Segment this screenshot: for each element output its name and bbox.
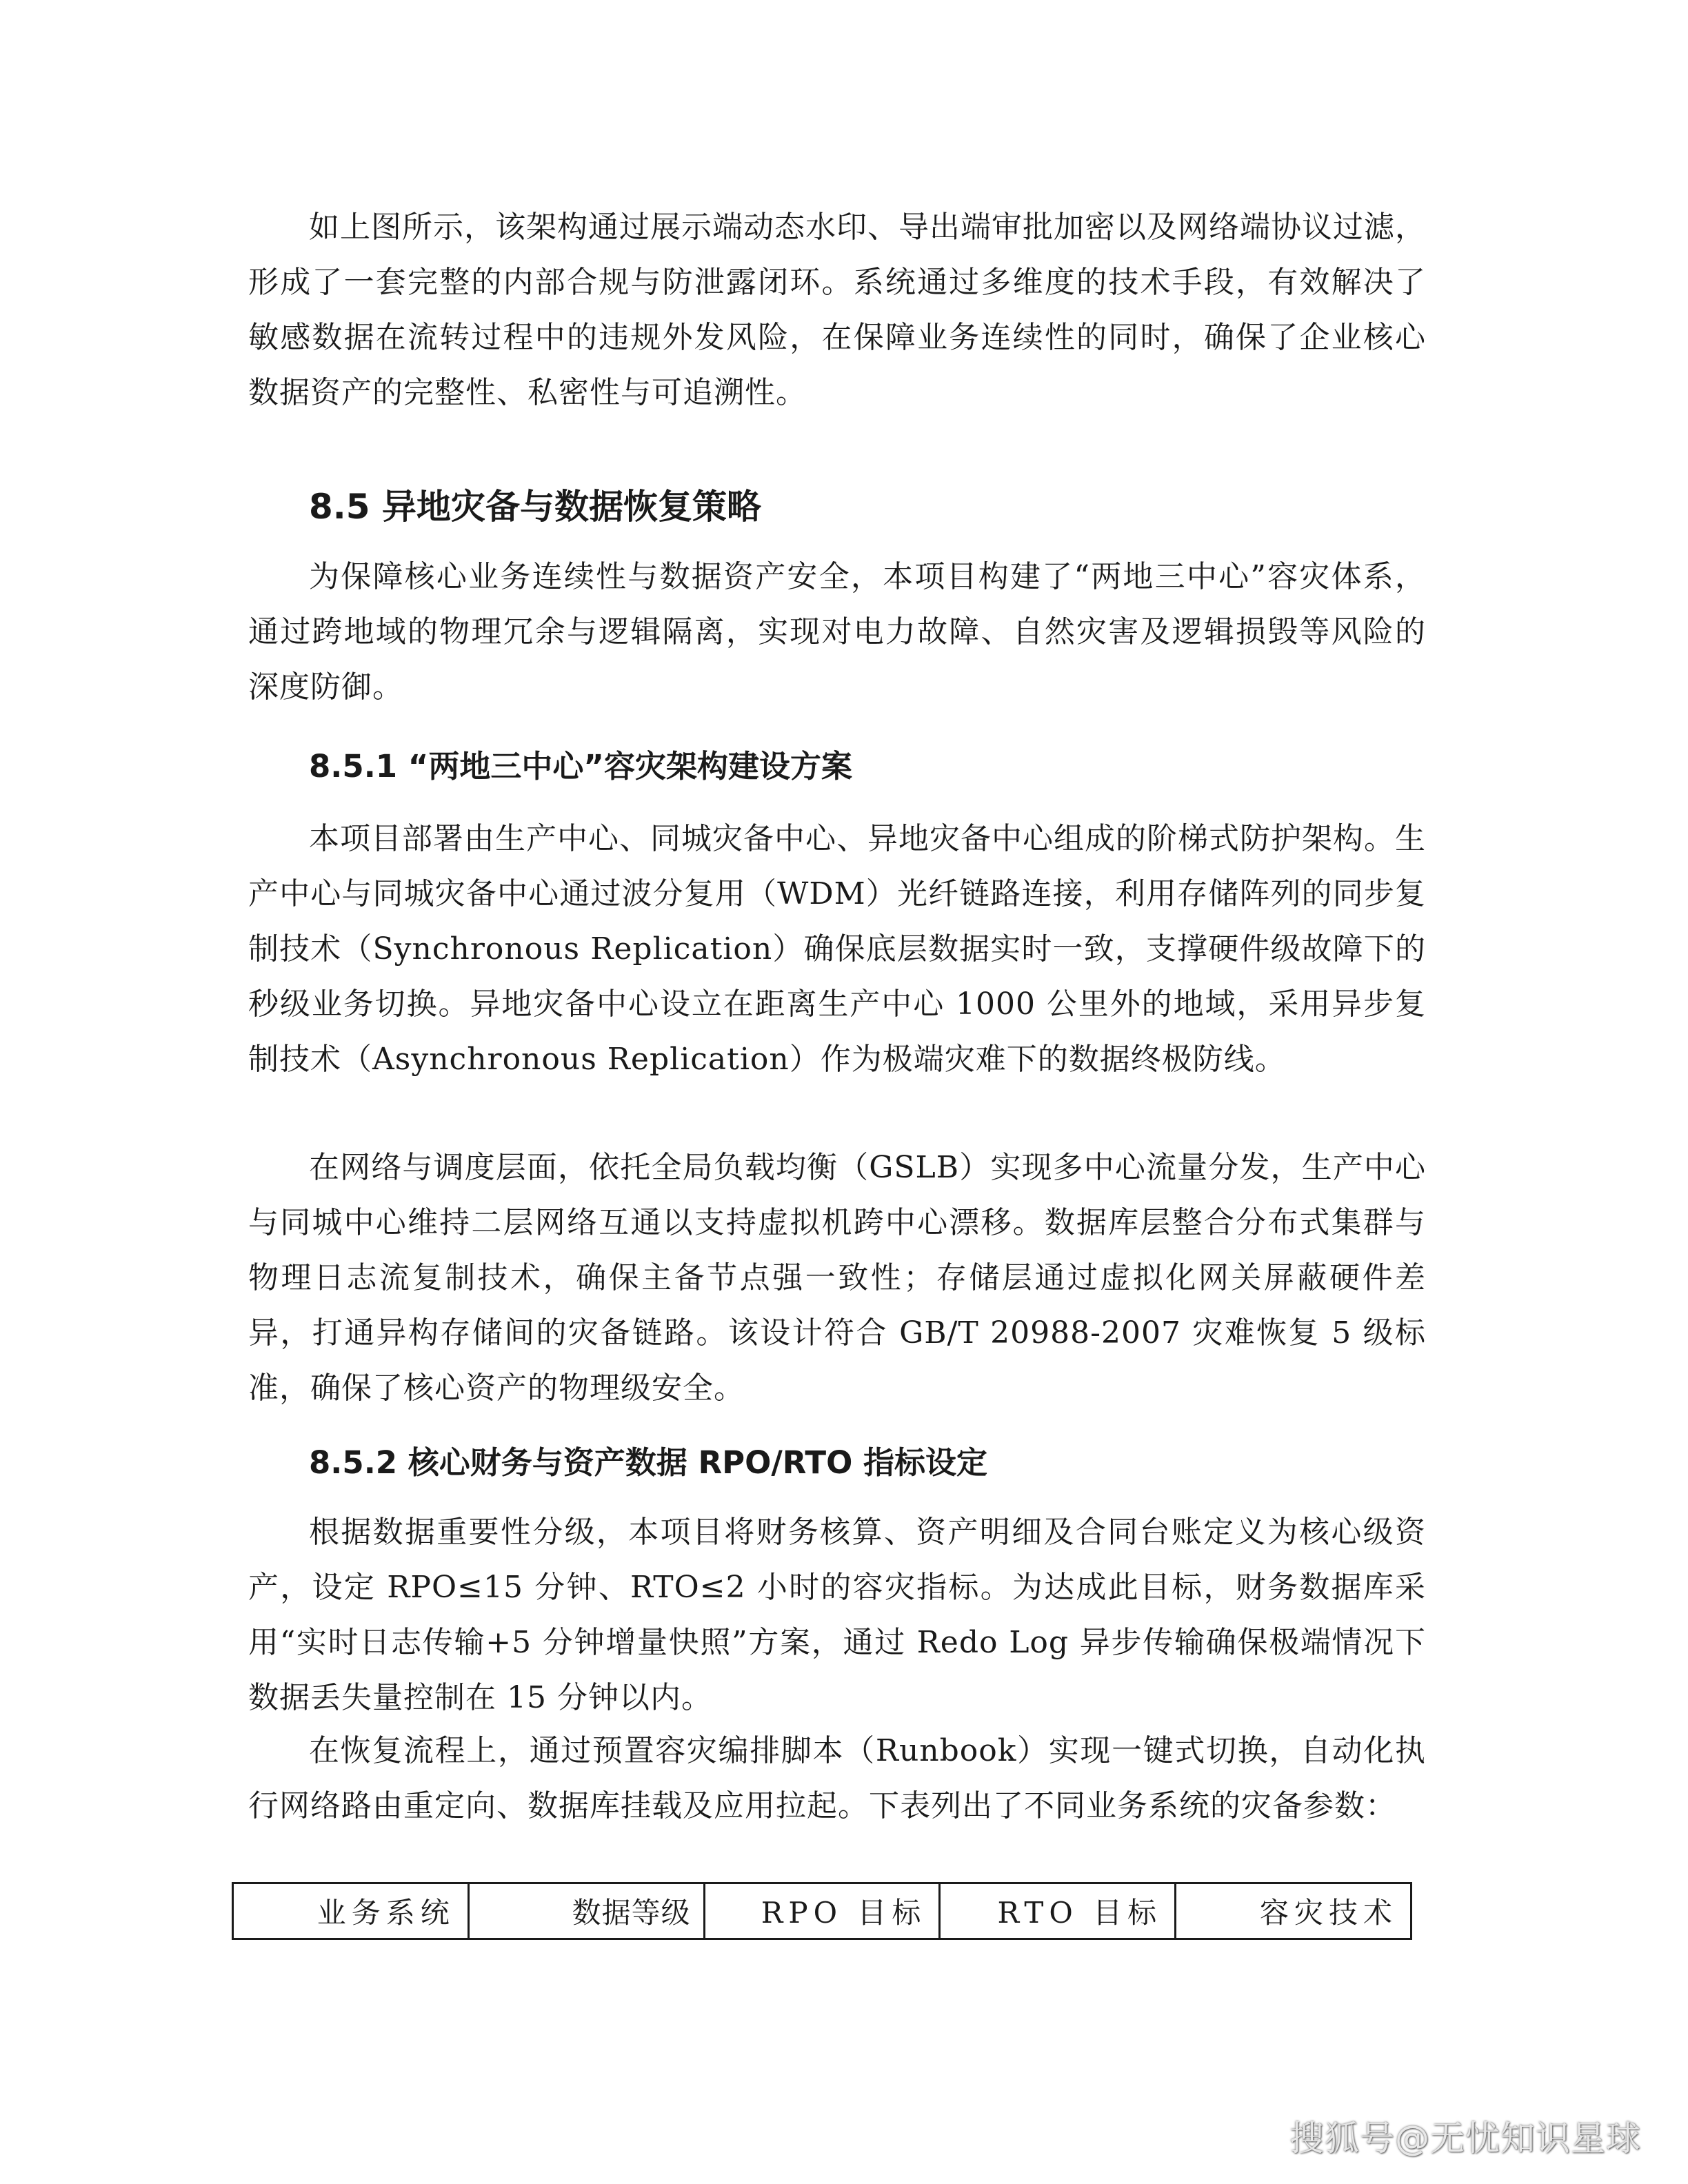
paragraph-recovery-process: 在恢复流程上，通过预置容灾编排脚本（Runbook）实现一键式切换，自动化执行网络路由重定向、数据库挂载及应用拉起。下表列出了不同业务系统的灾备参数： [248, 1733, 1426, 1823]
column-header-rto-target: RTO 目标 [940, 1883, 1176, 1939]
section-heading-8-5: 8.5 异地灾备与数据恢复策略 [309, 487, 761, 527]
subsection-heading-8-5-1: 8.5.1 “两地三中心”容灾架构建设方案 [309, 748, 852, 785]
paragraph-disaster-recovery-overview: 为保障核心业务连续性与数据资产安全，本项目构建了“两地三中心”容灾体系，通过跨地域的物理冗余与逻辑隔离，实现对电力故障、自然灾害及逻辑损毁等风险的深度防御。 [248, 559, 1426, 705]
subsection-heading-8-5-2: 8.5.2 核心财务与资产数据 RPO/RTO 指标设定 [309, 1444, 988, 1481]
dr-parameters-table [232, 1882, 1412, 1940]
paragraph-rpo-rto-targets: 根据数据重要性分级，本项目将财务核算、资产明细及合同台账定义为核心级资产，设定 RPO≤15 分钟、RTO≤2 小时的容灾指标。为达成此目标，财务数据库采用“实时日志传输+5 分钟增量快照”方案，通过 Redo Log 异步传输确保极端情况下数据丢失量控制在 15 分钟以内。 [248, 1515, 1426, 1715]
table-header-row [233, 1883, 1411, 1939]
column-header-business-system: 业务系统 [233, 1883, 469, 1939]
column-header-rpo-target: RPO 目标 [704, 1883, 940, 1939]
watermark-text: 搜狐号@无忧知识星球 [1289, 2119, 1641, 2158]
paragraph-architecture-plan: 本项目部署由生产中心、同城灾备中心、异地灾备中心组成的阶梯式防护架构。生产中心与同城灾备中心通过波分复用（WDM）光纤链路连接，利用存储阵列的同步复制技术（Synchronous Replication）确保底层数据实时一致，支撑硬件级故障下的秒级业务切换。异地灾备中心设立在距离生产中心 1000 公里外的地域，采用异步复制技术（Asynchronous Replication）作为极端灾难下的数据终极防线。 [248, 821, 1426, 1077]
paragraph-network-scheduling: 在网络与调度层面，依托全局负载均衡（GSLB）实现多中心流量分发，生产中心与同城中心维持二层网络互通以支持虚拟机跨中心漂移。数据库层整合分布式集群与物理日志流复制技术，确保主备节点强一致性；存储层通过虚拟化网关屏蔽硬件差异，打通异构存储间的灾备链路。该设计符合 GB/T 20988-2007 灾难恢复 5 级标准，确保了核心资产的物理级安全。 [248, 1150, 1426, 1406]
paragraph-intro-summary: 如上图所示，该架构通过展示端动态水印、导出端审批加密以及网络端协议过滤，形成了一套完整的内部合规与防泄露闭环。系统通过多维度的技术手段，有效解决了敏感数据在流转过程中的违规外发风险，在保障业务连续性的同时，确保了企业核心数据资产的完整性、私密性与可追溯性。 [248, 210, 1426, 410]
column-header-data-level: 数据等级 [468, 1883, 704, 1939]
column-header-dr-technology: 容灾技术 [1176, 1883, 1411, 1939]
